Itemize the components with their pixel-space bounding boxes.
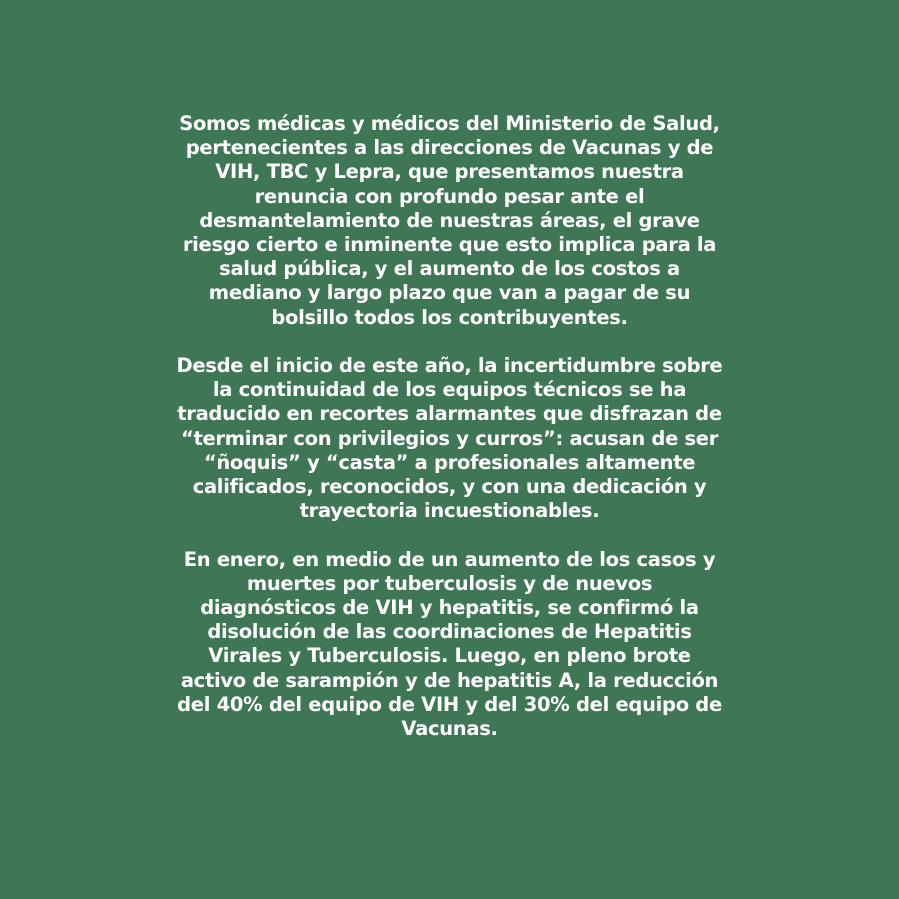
paragraph-1	[140, 112, 759, 330]
text-line: salud pública, y el aumento de los costos a	[219, 257, 680, 281]
text-line: Virales y Tuberculosis. Luego, en pleno brote	[208, 644, 691, 668]
text-line: En enero, en medio de un aumento de los casos y	[183, 547, 716, 571]
text-line: la continuidad de los equipos técnicos se ha	[212, 378, 687, 402]
text-line: riesgo cierto e inminente que esto implica para la	[182, 233, 717, 257]
text-line: Vacunas.	[401, 717, 498, 741]
text-line: Somos médicas y médicos del Ministerio de Salud,	[179, 112, 720, 135]
text-line: mediano y largo plazo que van a pagar de su	[208, 281, 691, 305]
text-line: bolsillo todos los contribuyentes.	[271, 305, 628, 329]
resignation-letter-text	[140, 112, 759, 765]
text-line: del 40% del equipo de VIH y del 30% del equipo de	[177, 692, 722, 716]
text-line: VIH, TBC y Lepra, que presentamos nuestra	[215, 160, 684, 184]
text-line: renuncia con profundo pesar ante el	[254, 184, 645, 208]
text-line: calificados, reconocidos, y con una dedicación y	[192, 475, 707, 499]
paragraph-2	[140, 354, 759, 523]
text-line: activo de sarampión y de hepatitis A, la reducción	[180, 668, 719, 692]
text-line: pertenecientes a las direcciones de Vacunas y de	[185, 136, 714, 160]
text-line: disolución de las coordinaciones de Hepatitis	[207, 620, 692, 644]
text-line: muertes por tuberculosis y de nuevos	[246, 571, 653, 595]
text-line: traducido en recortes alarmantes que disfrazan de	[177, 402, 722, 426]
text-line: Desde el inicio de este año, la incertidumbre sobre	[176, 354, 723, 378]
text-line: “ñoquis” y “casta” a profesionales altamente	[203, 450, 696, 474]
text-line: trayectoria incuestionables.	[299, 499, 600, 523]
text-line: desmantelamiento de nuestras áreas, el grave	[199, 208, 700, 232]
text-line: “terminar con privilegios y curros”: acusan de ser	[180, 426, 719, 450]
paragraph-3	[140, 548, 759, 742]
text-line: diagnósticos de VIH y hepatitis, se confirmó la	[200, 596, 699, 620]
